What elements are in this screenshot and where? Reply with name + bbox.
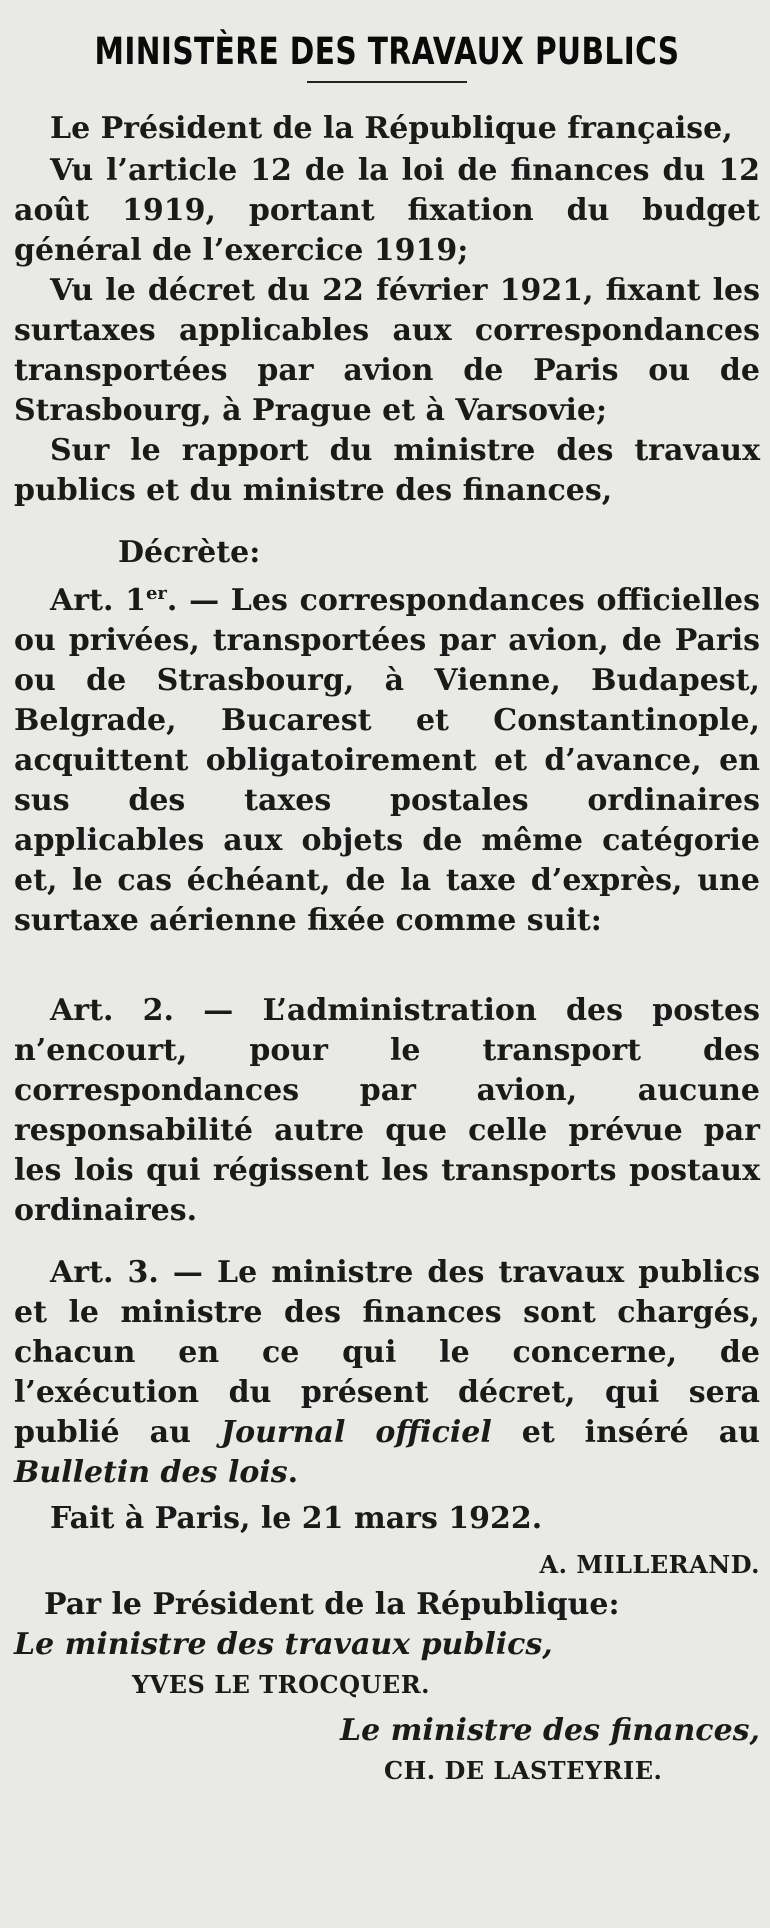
title-rule [307, 81, 467, 83]
spacer [14, 511, 760, 533]
signature-le-trocquer: YVES LE TROCQUER. [132, 1670, 430, 1699]
article-3 [14, 1253, 760, 1493]
decree-body [14, 109, 760, 1791]
bulletin-des-lois: Bulletin des lois [14, 1455, 288, 1490]
minister-finances-title: Le ministre des finances, [339, 1713, 760, 1748]
article-2: Art. 2. — L’administration des postes n’encourt, pour le transport des correspondances par avion, aucune responsabilité autre que celle prévue par les lois qui régissent les transports postaux ordinaires. [14, 993, 760, 1228]
decrete-heading: Décrète: [118, 535, 261, 570]
spacer [14, 941, 760, 991]
article-3-end: . [287, 1455, 299, 1490]
article-1-label: Art. 1 [50, 583, 146, 618]
signature-de-lasteyrie: CH. DE LASTEYRIE. [384, 1756, 663, 1785]
fait-a-paris: Fait à Paris, le 21 mars 1922. [50, 1501, 543, 1536]
preamble-vu-1: Vu l’article 12 de la loi de finances du 12 août 1919, portant fixation du budget général de l’exercice 1919; [14, 153, 760, 268]
minister-travaux-publics-title: Le ministre des travaux publics, [14, 1627, 553, 1662]
article-1-superscript: er [145, 583, 167, 604]
article-1 [14, 581, 760, 941]
spacer [14, 1231, 760, 1253]
preamble-vu-2: Vu le décret du 22 février 1921, fixant les surtaxes applicables aux correspondances transportées par avion de Paris ou de Strasbourg, à Prague et à Varsovie; [14, 273, 760, 428]
article-3-mid: et inséré au [491, 1415, 760, 1450]
journal-officiel: Journal officiel [220, 1415, 492, 1450]
par-le-president: Par le Président de la République: [44, 1587, 620, 1622]
article-1-text: . — Les correspondances officielles ou privées, transportées par avion, de Paris ou de Strasbourg, à Vienne, Budapest, Belgrade, Bucarest et Constantinople, acquittent obligatoirement et d’avance, en sus des taxes postales ordinaires applicables aux objets de même catégorie et, le cas échéant, de la taxe d’exprès, une surtaxe aérienne fixée comme suit: [14, 583, 760, 938]
preamble-president: Le Président de la République française, [50, 111, 733, 146]
article-3-text: Art. 3. — Le ministre des travaux publics et le ministre des finances sont chargés, chacun en ce qui le concerne, de l’exécution du présent décret, qui sera publié au [14, 1255, 760, 1450]
document-title: MINISTÈRE DES TRAVAUX PUBLICS [94, 30, 680, 73]
signature-millerand: A. MILLERAND. [539, 1550, 760, 1579]
preamble-sur-le-rapport: Sur le rapport du ministre des travaux publics et du ministre des finances, [14, 433, 760, 508]
